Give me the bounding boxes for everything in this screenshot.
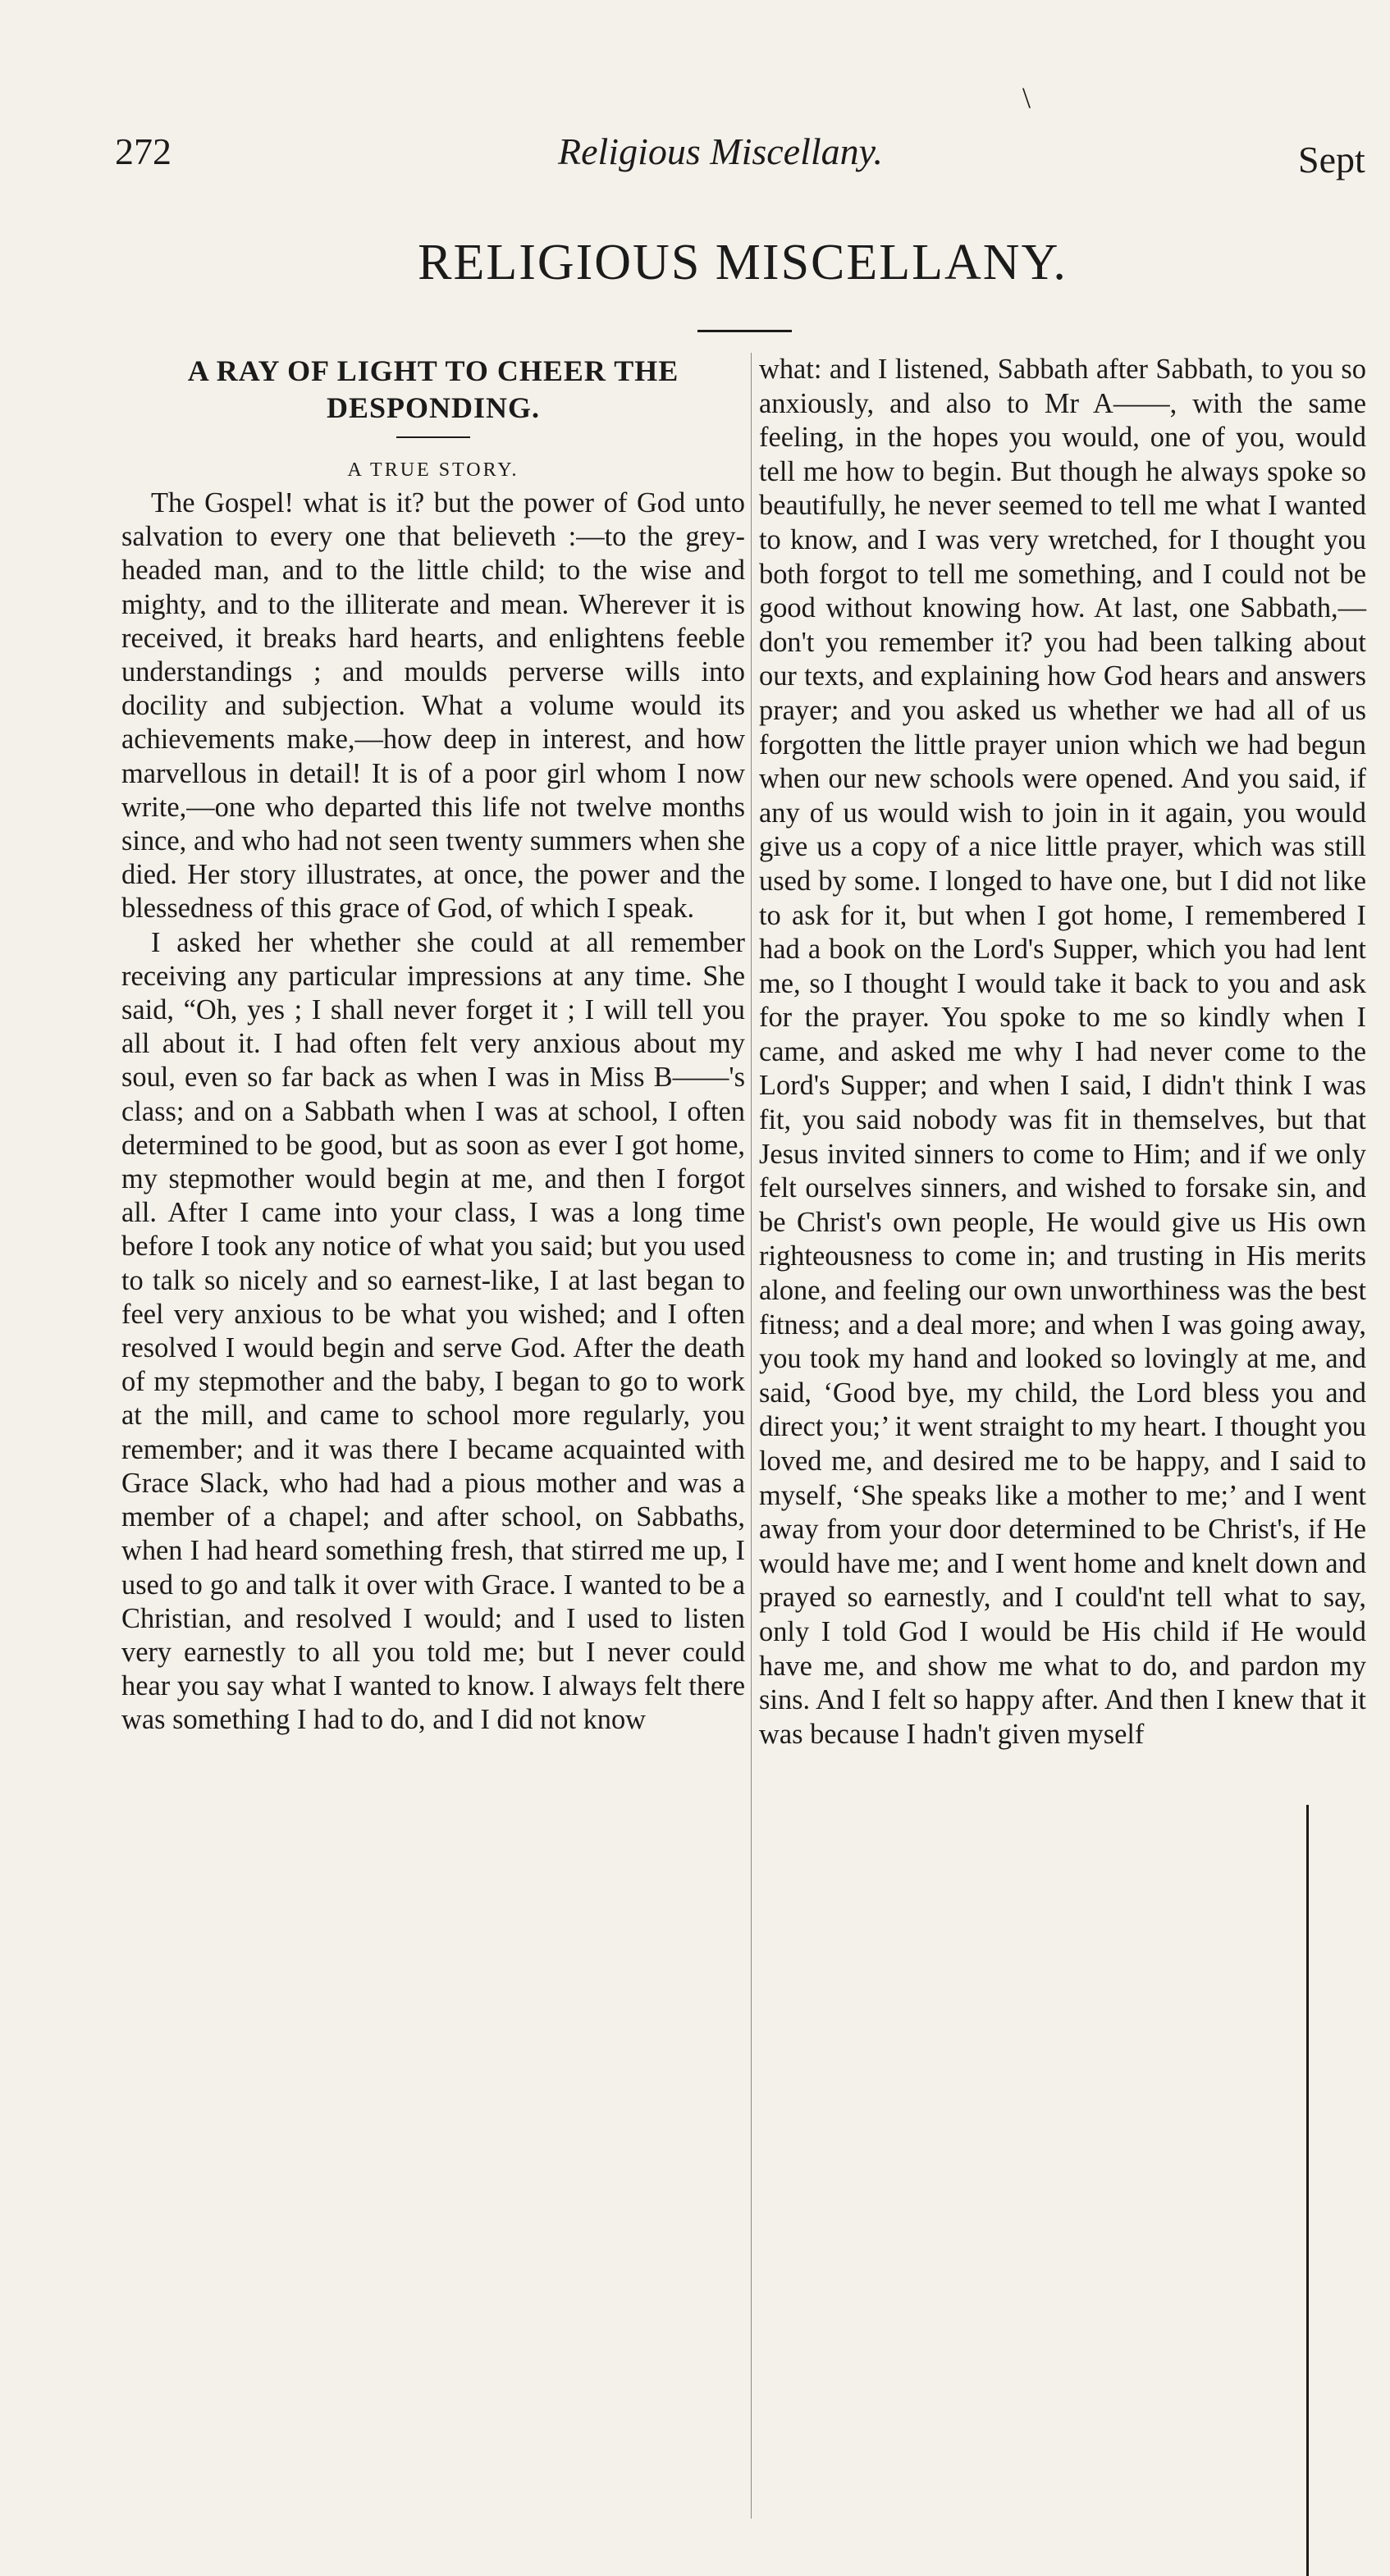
- title-rule: [697, 330, 792, 332]
- article-subhead: A TRUE STORY.: [347, 459, 519, 481]
- paragraph-1: The Gospel! what is it? but the power of God unto salvation to every one that believeth :—to the grey-headed man, and to the little child; to the wise and mighty, and to the illiterate and mean. Wherever it is received, it breaks hard hearts, and enlightens feeble understandings ; and moulds perverse wills into docility and subjection. What a volume would its achievements make,—how deep in interest, and how marvellous in detail! It is of a poor girl whom I now write,—one who departed this life not twelve months since, and who had not seen twenty summers when she died. Her story illustrates, at once, the power and the blessedness of this grace of God, of which I speak.: [121, 487, 745, 925]
- article-title: A RAY OF LIGHT TO CHEER THE DESPONDING.: [187, 354, 679, 424]
- running-head: Religious Miscellany.: [558, 130, 884, 172]
- left-column: [121, 353, 745, 1738]
- page-header: [115, 130, 1370, 203]
- title-underline: [396, 436, 470, 438]
- margin-rule: [1306, 1805, 1309, 2576]
- month-label: Sept: [1298, 139, 1365, 180]
- paragraph-3: what: and I listened, Sabbath after Sabbath, to you so anxiously, and also to Mr A——, with the same feeling, in the hopes you would, one of you, would tell me how to begin. But though he always spoke so beautifully, he never seemed to tell me what I wanted to know, and I was very wretched, for I thought you both forgot to tell me something, and I could not be good without knowing how. At last, one Sabbath,—don't you remember it? you had been talking about our texts, and explaining how God hears and answers prayer; and you asked us whether we had all of us forgotten the little prayer union which we had begun when our new schools were opened. And you said, if any of us would wish to join in it again, you would give us a copy of a nice little prayer, which was still used by some. I longed to have one, but I did not like to ask for it, but when I got home, I remembered I had a book on the Lord's Supper, which you had lent me, so I thought I would take it back to you and ask for the prayer. You spoke to me so kindly when I came, and asked me why I had never come to the Lord's Supper; and when I said, I didn't think I was fit, you said nobody was fit in themselves, but that Jesus invited sinners to come to Him; and if we only felt ourselves sinners, and wished to forsake sin, and be Christ's own people, He would give us His own righteousness to come in; and trusting in His merits alone, and feeling our own unworthiness was the best fitness; and a deal more; and when I was going away, you took my hand and looked so lovingly at me, and said, ‘Good bye, my child, the Lord bless you and direct you;’ it went straight to my heart. I thought you loved me, and desired me to be happy, and I said to myself, ‘She speaks like a mother to me;’ and I went away from your door determined to be Christ's, if He would have me; and I went home and knelt down and prayed so earnestly, and I could'nt tell what to say, only I told God I would be His child if He would have me, and show me what to do, and pardon my sins. And I felt so happy after. And then I knew that it was because I hadn't given myself: [759, 354, 1366, 1750]
- column-divider: [751, 353, 752, 2519]
- page-number: 272: [115, 130, 171, 172]
- section-title: RELIGIOUS MISCELLANY.: [418, 235, 1068, 290]
- paragraph-2: I asked her whether she could at all remember receiving any particular impressions at any time. She said, “Oh, yes ; I shall never forget it ; I will tell you all about it. I had often felt very anxious about my soul, even so far back as when I was in Miss B——'s class; and on a Sabbath when I was at school, I often determined to be good, but as soon as ever I got home, my stepmother would begin at me, and then I forgot all. After I came into your class, I was a long time before I took any notice of what you said; but you used to talk so nicely and so earnest-like, I at last began to feel very anxious to be what you wished; and I often resolved I would begin and serve God. After the death of my stepmother and the baby, I began to go to work at the mill, and came to school more regularly, you remember; and it was there I became acquainted with Grace Slack, who had had a pious mother and was a member of a chapel; and after school, on Sabbaths, when I had heard something fresh, that stirred me up, I used to go and talk it over with Grace. I wanted to be a Christian, and resolved I would; and I used to listen very earnestly to all you told me; but I never could hear you say what I wanted to know. I always felt there was something I had to do, and I did not know: [121, 926, 745, 1736]
- right-column: [759, 353, 1366, 1752]
- stray-mark: \: [1022, 81, 1031, 114]
